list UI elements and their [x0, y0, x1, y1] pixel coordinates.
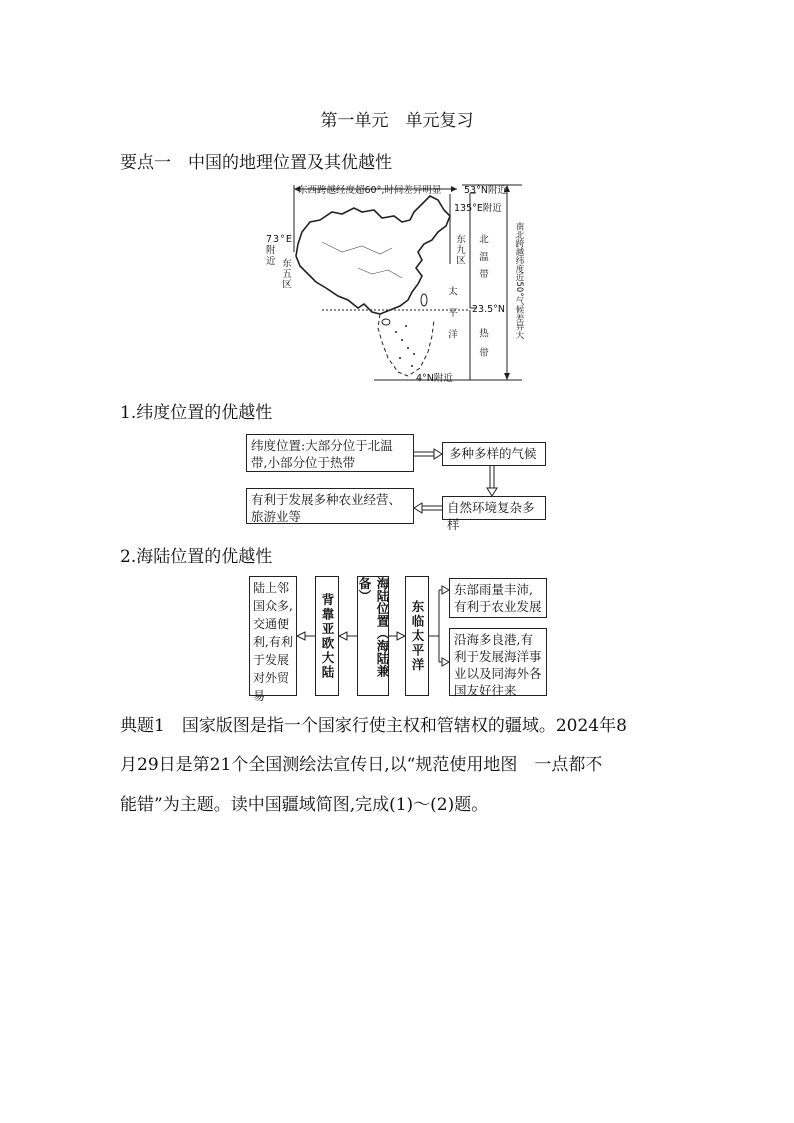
latitude-arrows: [246, 434, 548, 524]
harbors-box: 沿海多良港,有利于发展海洋事业以及同海外各国友好往来: [449, 628, 547, 696]
lat-4-label: 4°N附近: [416, 373, 453, 384]
neighbors-box: 陆上邻国众多,交通便利,有利于发展对外贸易: [249, 576, 297, 696]
paragraph-line-1: 典题1 国家版图是指一个国家行使主权和管辖权的疆域。2024年8: [120, 716, 627, 736]
page-title: 第一单元 单元复习: [320, 111, 474, 131]
section-heading: 要点一 中国的地理位置及其优越性: [120, 153, 392, 173]
environment-box: 自然环境复杂多样: [442, 496, 546, 520]
sea-land-position-label: 海陆位置（海陆兼备）: [357, 577, 390, 677]
latitude-flowchart: [246, 434, 548, 532]
rainfall-box: 东部雨量丰沛,有利于农业发展: [449, 578, 547, 618]
lon-135-label: 135°E附近: [454, 203, 502, 214]
longitude-span-label: 东西跨越经度超60°,时间差异明显: [298, 185, 442, 196]
china-map-figure: [262, 182, 532, 384]
climate-box: 多种多样的气候: [442, 442, 546, 466]
benefits-box: 有利于发展多种农业经营、旅游业等: [246, 488, 414, 524]
lat-53-label: 53°N附近: [464, 185, 507, 196]
latitude-heading: 1.纬度位置的优越性: [120, 403, 273, 423]
pacific-label: 太平洋: [446, 286, 457, 351]
span-note-label: 南北跨越纬度近50°气候差异大: [514, 222, 524, 340]
lon-73-label: 73°E附近: [266, 234, 293, 267]
latitude-position-box: 纬度位置:大部分位于北温带,小部分位于热带: [246, 434, 414, 472]
zone-east5-label: 东五区: [280, 258, 291, 290]
sea-land-arrows: [249, 576, 547, 698]
north-temperate-label: 北温带: [477, 234, 488, 287]
zone-east9-label: 东九区: [454, 234, 465, 266]
tropical-label: 热带: [477, 328, 488, 367]
pacific-box-label: 东临太平洋: [410, 599, 425, 673]
sea-land-heading: 2.海陆位置的优越性: [120, 547, 273, 567]
paragraph-line-3: 能错”为主题。读中国疆域简图,完成(1)～(2)题。: [120, 795, 489, 815]
eurasia-label: 背靠亚欧大陆: [320, 592, 335, 680]
sea-land-flowchart: [249, 576, 547, 703]
paragraph-line-2: 月29日是第21个全国测绘法宣传日,以“规范使用地图 一点都不: [120, 755, 603, 775]
lat-235-label: 23.5°N: [472, 304, 506, 315]
